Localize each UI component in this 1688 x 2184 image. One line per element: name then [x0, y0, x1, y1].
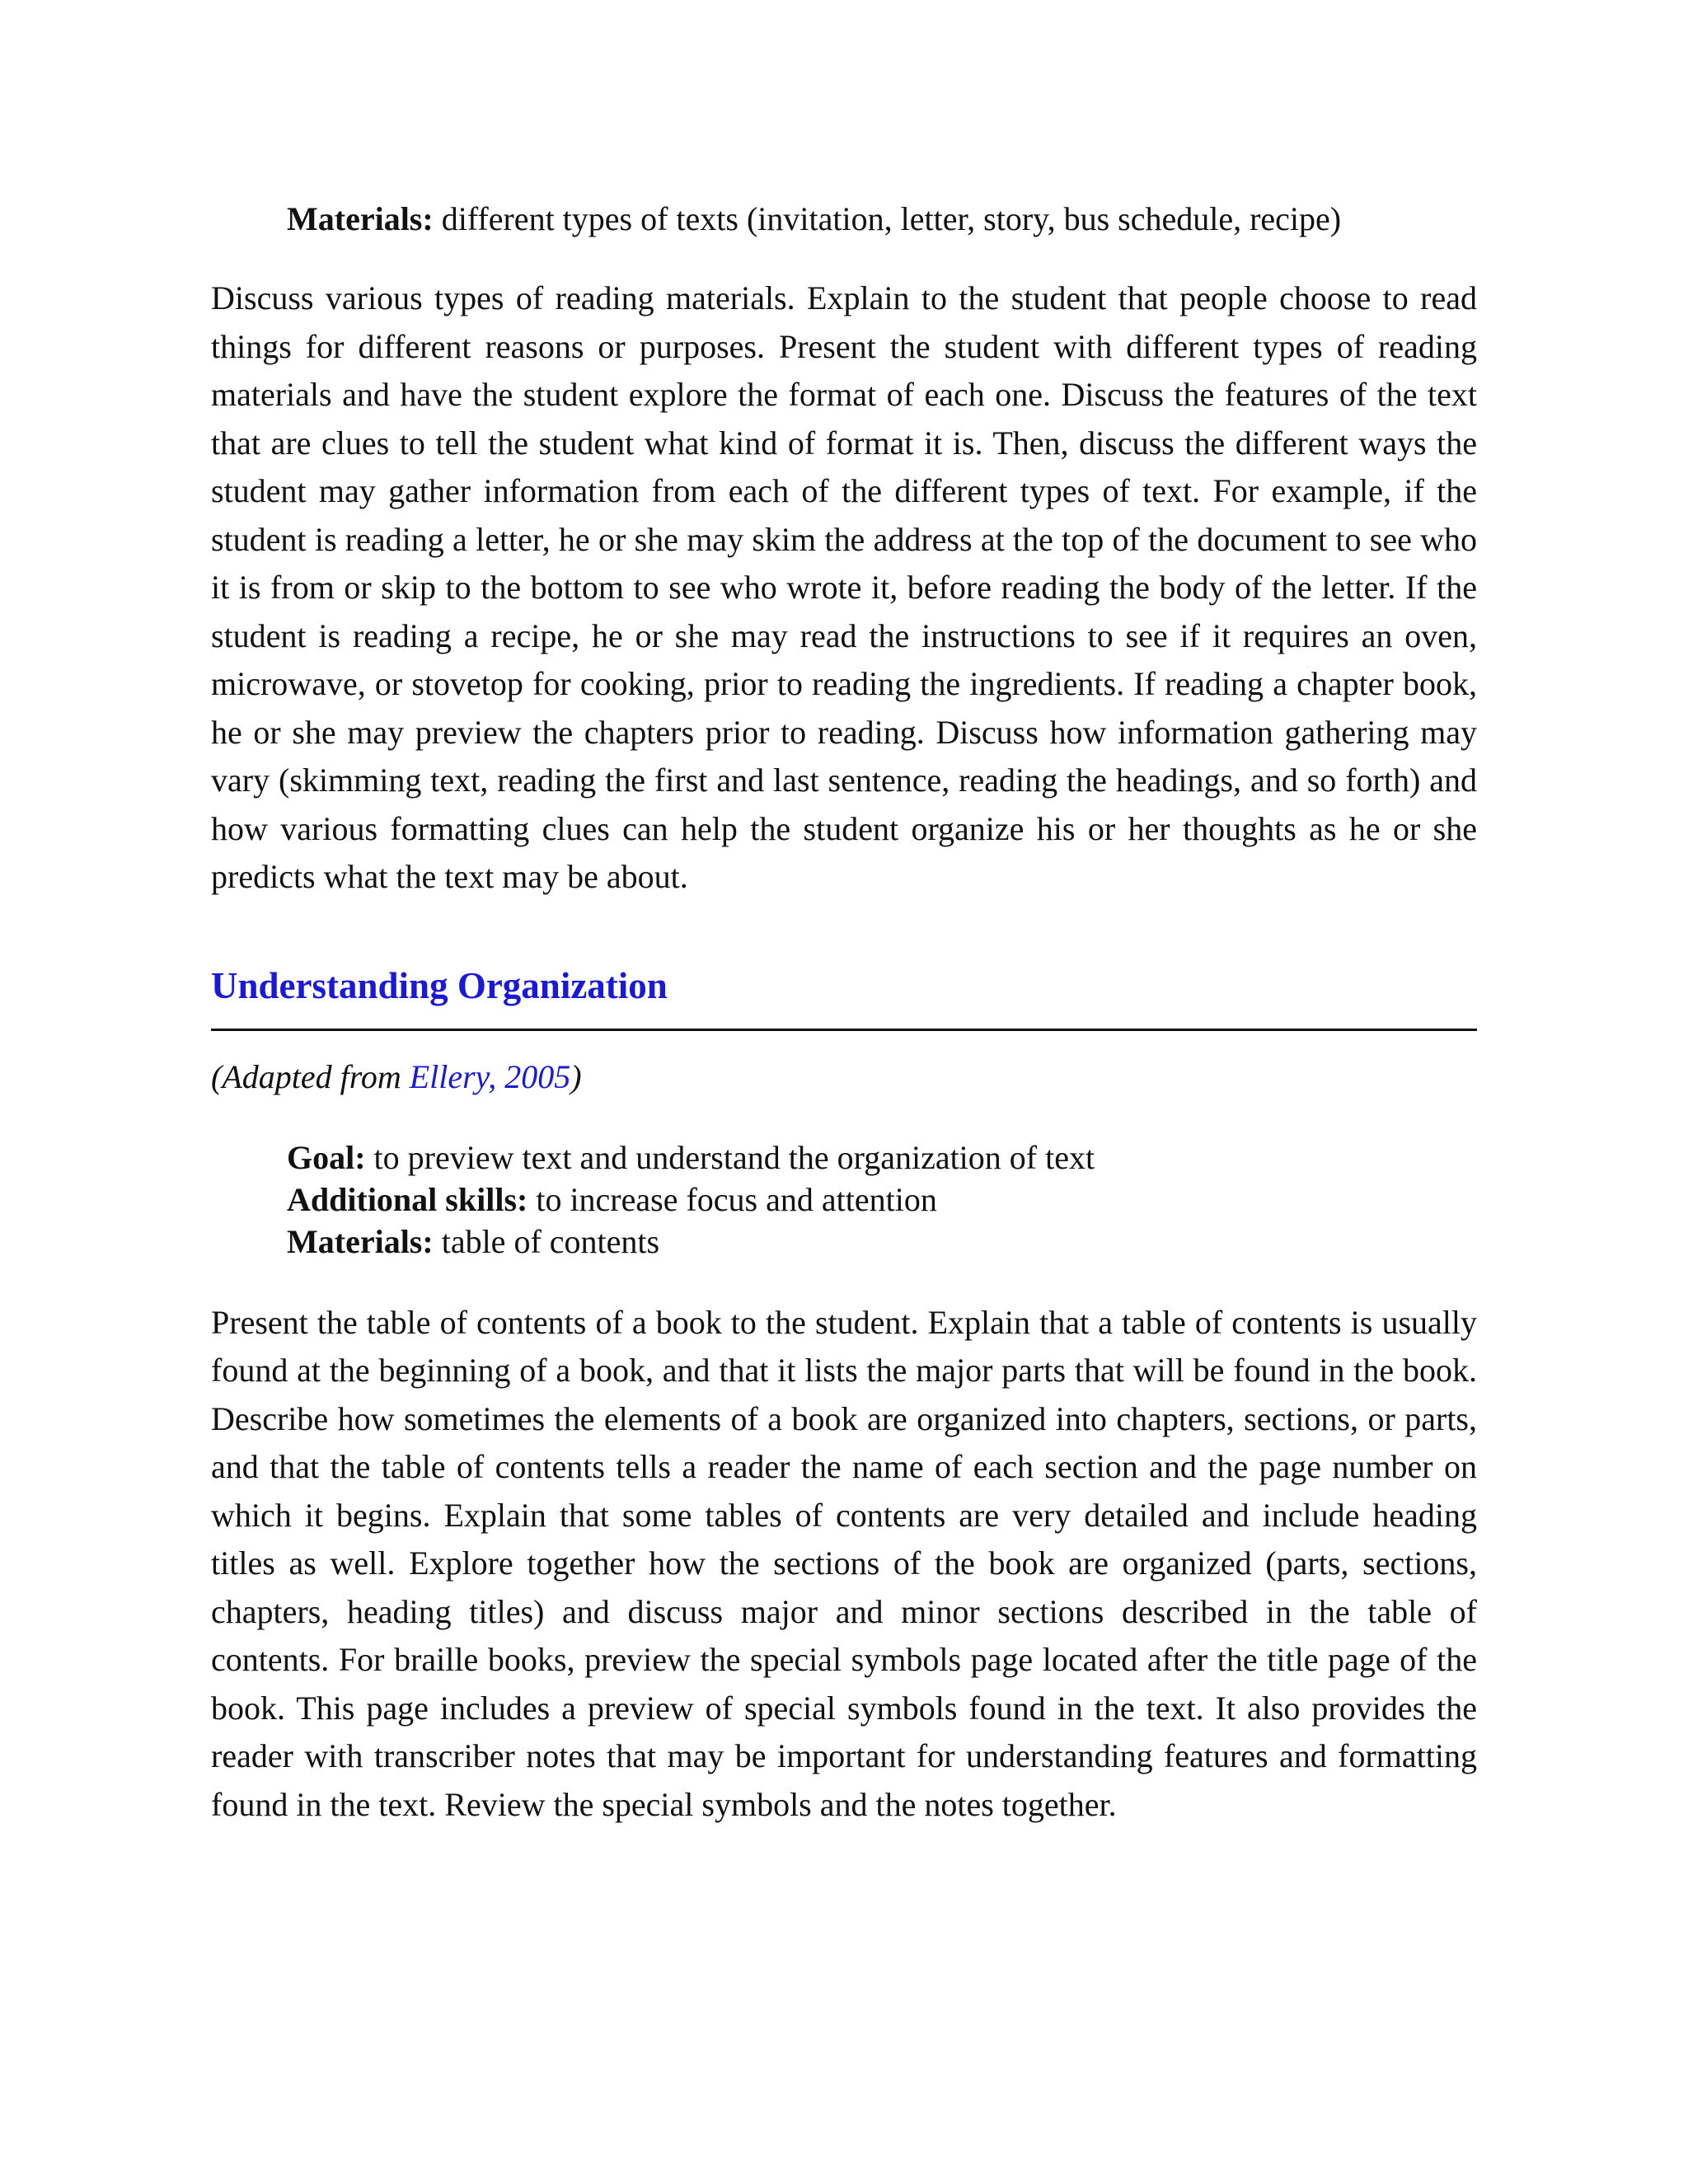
materials-label: Materials: — [287, 200, 434, 237]
goal-line — [287, 1137, 1477, 1179]
goal-block — [287, 1137, 1477, 1263]
materials-line — [287, 198, 1477, 240]
materials-entry — [287, 198, 1477, 240]
goal-label: Goal: — [287, 1138, 366, 1176]
goal-text: to preview text and understand the organization of text — [365, 1138, 1095, 1176]
document-page — [211, 198, 1477, 1829]
section-heading: Understanding Organization — [211, 961, 1477, 1031]
body-paragraph-2: Present the table of contents of a book to the student. Explain that a table of contents is usually found at the beginning of a book, and that it lists the major parts that will be found in the book. Describe how sometimes the elements of a book are organized into chapters, sections, or parts, and that the table of contents tells a reader the name of each section and the page number on which it begins. Explain that some tables of contents are very detailed and include heading titles as well. Explore together how the sections of the book are organized (parts, sections, chapters, heading titles) and discuss major and minor sections described in the table of contents. For braille books, preview the special symbols page located after the title page of the book. This page includes a preview of special symbols found in the text. It also provides the reader with transcriber notes that may be important for understanding features and formatting found in the text. Review the special symbols and the notes together. — [211, 1303, 1477, 1823]
additional-skills-line — [287, 1179, 1477, 1221]
section-materials-line — [287, 1221, 1477, 1263]
adapted-prefix: (Adapted from — [211, 1057, 410, 1095]
citation-link[interactable]: Ellery, 2005 — [409, 1057, 571, 1095]
materials-text: different types of texts (invitation, letter, story, bus schedule, recipe) — [433, 200, 1342, 237]
additional-skills-label: Additional skills: — [287, 1180, 528, 1218]
additional-skills-text: to increase focus and attention — [528, 1180, 937, 1218]
body-paragraph-1: Discuss various types of reading materials. Explain to the student that people choose to read things for different reasons or purposes. Present the student with different types of reading materials and have the student explore the format of each one. Discuss the features of the text that are clues to tell the student what kind of format it is. Then, discuss the different ways the student may gather information from each of the different types of text. For example, if the student is reading a letter, he or she may skim the address at the top of the document to see who it is from or skip to the bottom to see who wrote it, before reading the body of the letter. If the student is reading a recipe, he or she may read the instructions to see if it requires an oven, microwave, or stovetop for cooking, prior to reading the ingredients. If reading a chapter book, he or she may preview the chapters prior to reading. Discuss how information gathering may vary (skimming text, reading the first and last sentence, reading the headings, and so forth) and how various formatting clues can help the student organize his or her thoughts as he or she predicts what the text may be about. — [211, 279, 1477, 895]
adapted-citation — [211, 1056, 1477, 1099]
section-materials-text: table of contents — [433, 1222, 660, 1260]
section-materials-label: Materials: — [287, 1222, 434, 1260]
adapted-suffix: ) — [570, 1057, 582, 1095]
